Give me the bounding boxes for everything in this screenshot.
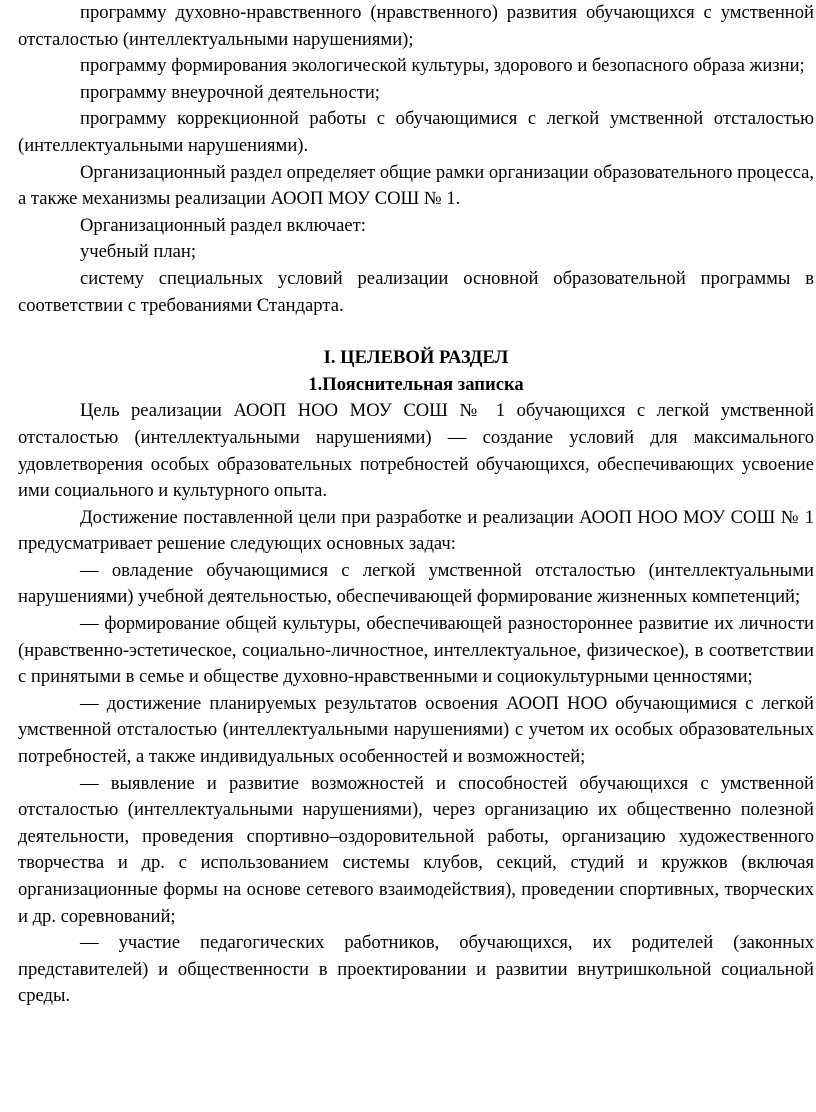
paragraph: Достижение поставленной цели при разработке и реализации АООП НОО МОУ СОШ № 1 предусматривает решение следующих основных задач:: [18, 506, 814, 555]
paragraph: программу формирования экологической культуры, здорового и безопасного образа жизни;: [80, 55, 805, 77]
subsection-title: 1.Пояснительная записка: [308, 373, 524, 395]
paragraph: систему специальных условий реализации основной образовательной программы в соответствии с требованиями Стандарта.: [18, 267, 814, 316]
paragraph: учебный план;: [80, 241, 197, 263]
spacer: [18, 319, 814, 345]
list-item: — достижение планируемых результатов освоения АООП НОО обучающимися с легкой умственной отсталостью (интеллектуальными нарушениями) с учетом их особых образовательных потребностей, а также индивидуальных особенностей и возможностей;: [18, 692, 814, 768]
paragraph: программу внеурочной деятельности;: [80, 81, 380, 103]
paragraph: Организационный раздел определяет общие рамки организации образовательного процесса, а также механизмы реализации АООП МОУ СОШ № 1.: [18, 161, 814, 210]
list-item: — участие педагогических работников, обучающихся, их родителей (законных представителей) и общественности в проектировании и развитии внутришкольной социальной среды.: [18, 932, 814, 1007]
document-page: [18, 0, 814, 1010]
section-title: I. ЦЕЛЕВОЙ РАЗДЕЛ: [323, 347, 509, 369]
paragraph: программу коррекционной работы с обучающимися с легкой умственной отсталостью (интеллектуальными нарушениями).: [18, 108, 814, 156]
paragraph: Цель реализации АООП НОО МОУ СОШ № 1 обучающихся с легкой умственной отсталостью (интеллектуальными нарушениями) — создание условий для максимального удовлетворения особых образовательных потребностей обучающихся, обеспечивающих усвоение ими социального и культурного опыта.: [18, 400, 814, 502]
paragraph: программу духовно-нравственного (нравственного) развития обучающихся с умственной отсталостью (интеллектуальными нарушениями);: [18, 2, 814, 50]
paragraph: Организационный раздел включает:: [80, 214, 366, 236]
list-item: — овладение обучающимися с легкой умственной отсталостью (интеллектуальными нарушениями) учебной деятельностью, обеспечивающей формирование жизненных компетенций;: [18, 559, 814, 608]
list-item: — выявление и развитие возможностей и способностей обучающихся с умственной отсталостью (интеллектуальными нарушениями), через организацию их общественно полезной деятельности, проведения спортивно–оздоровительной работы, организацию художественного творчества и др. с использованием системы клубов, секций, студий и кружков (включая организационные формы на основе сетевого взаимодействия), проведении спортивных, творческих и др. соревнований;: [18, 772, 814, 927]
list-item: — формирование общей культуры, обеспечивающей разностороннее развитие их личности (нравственно-эстетическое, социально-личностное, интеллектуальное, физическое), в соответствии с принятыми в семье и обществе духовно-нравственными и социокультурными ценностями;: [18, 613, 814, 688]
